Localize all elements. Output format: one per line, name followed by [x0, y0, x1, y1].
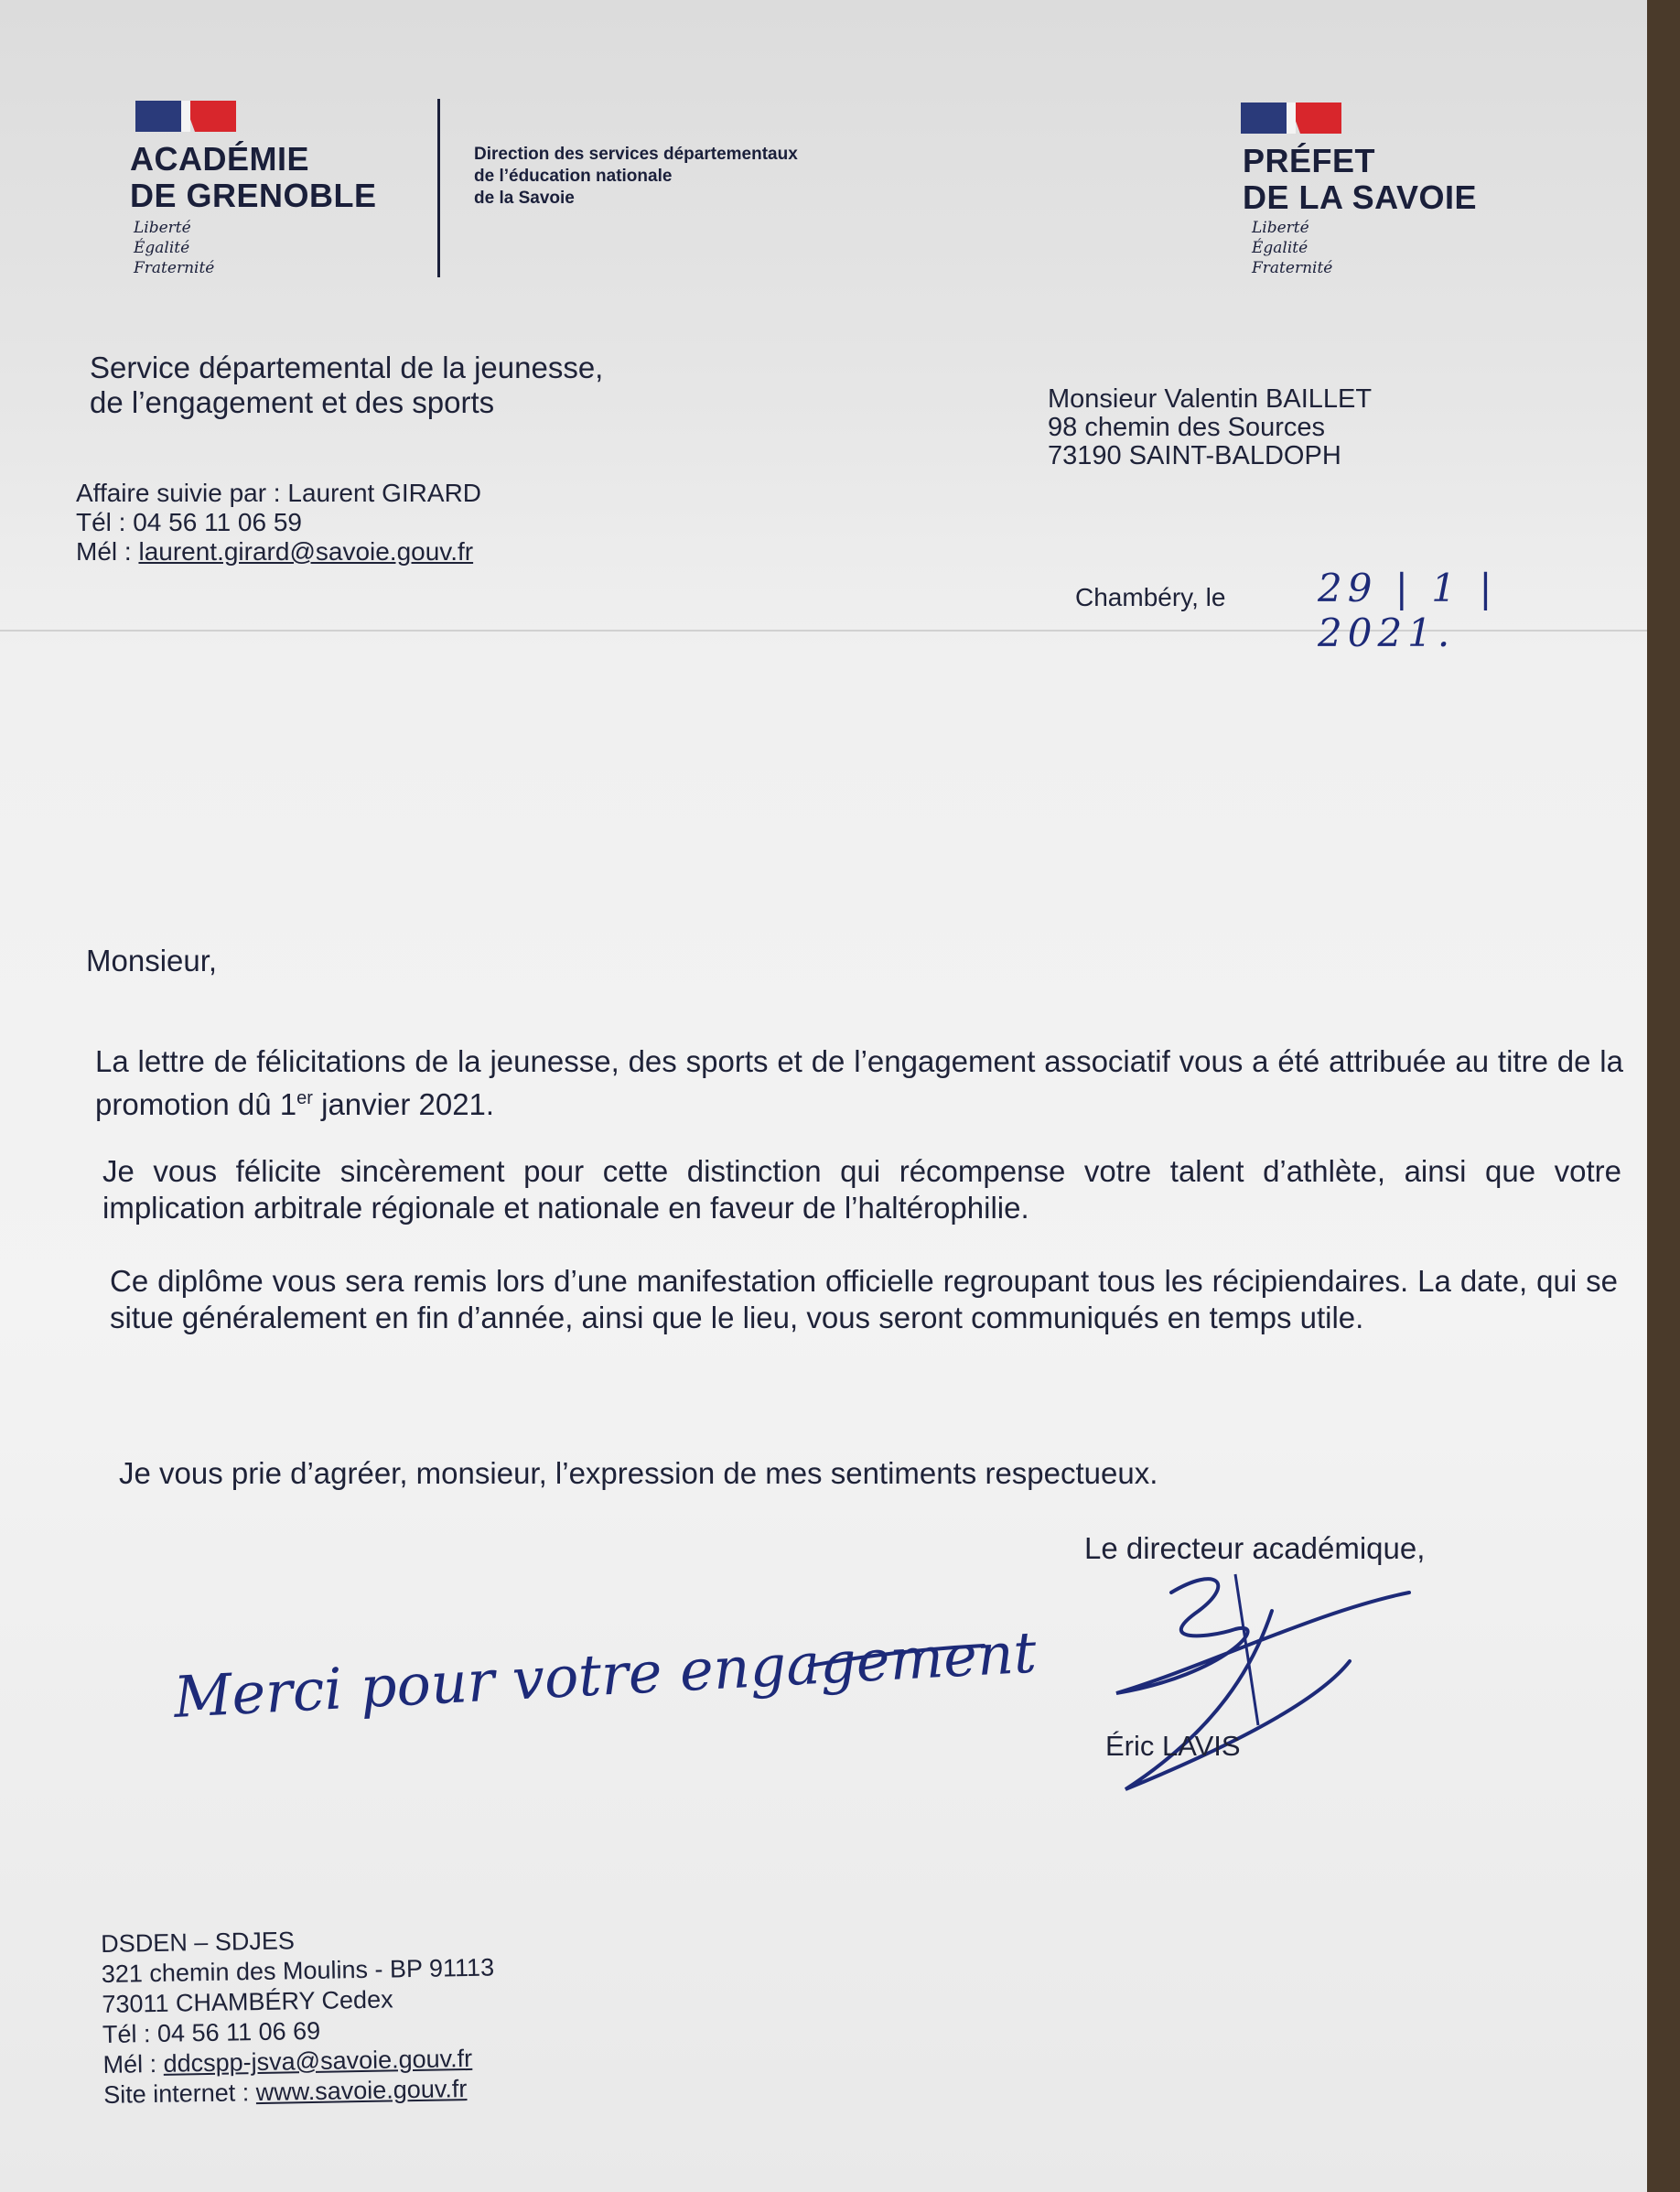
marianne-logo-right [1241, 103, 1341, 134]
closing-formula: Je vous prie d’agréer, monsieur, l’expression de mes sentiments respectueux. [119, 1456, 1158, 1490]
marianne-logo-left [135, 101, 236, 132]
motto-right: Liberté Égalité Fraternité [1252, 219, 1333, 277]
paragraph-2: Je vous félicite sincèrement pour cette distinction qui récompense votre talent d’athlète, ainsi que votre implication arbitrale régionale et nationale en faveur de l’haltérophilie. [102, 1154, 1621, 1225]
footer-address: DSDEN – SDJES 321 chemin des Moulins - BP 91113 73011 CHAMBÉRY Cedex Tél : 04 56 11 06 69 Mél : ddcspp-jsva@savoie.gouv.fr Site internet : www.savoie.gouv.fr [101, 1927, 495, 2109]
paragraph-1: La lettre de félicitations de la jeunesse, des sports et de l’engagement associatif vous a été attribuée au titre de la promotion dû 1er janvier 2021. [95, 1044, 1623, 1121]
academie-name: ACADÉMIE DE GRENOBLE [130, 140, 377, 214]
header-divider [437, 99, 440, 277]
date-label: Chambéry, le [1075, 583, 1226, 611]
salutation: Monsieur, [86, 944, 218, 977]
direction-text: Direction des services départementaux de l’éducation nationale de la Savoie [474, 145, 798, 208]
paragraph-3: Ce diplôme vous sera remis lors d’une manifestation officielle regroupant tous les récipiendaires. La date, qui se situe généralement en fin d’année, ainsi que le lieu, vous seront communiqués en temps utile. [110, 1264, 1618, 1334]
footer-website-link[interactable]: www.savoie.gouv.fr [255, 2075, 468, 2107]
signatory-title: Le directeur académique, [1084, 1531, 1426, 1565]
prefet-name: PRÉFET DE LA SAVOIE [1243, 142, 1478, 216]
service-name: Service départemental de la jeunesse, de l’engagement et des sports [90, 351, 604, 419]
handwritten-date: 29 | 1 | 2021. [1318, 566, 1498, 655]
recipient-address: Monsieur Valentin BAILLET 98 chemin des Sources 73190 SAINT-BALDOPH [1048, 384, 1373, 470]
handwritten-underline-stroke [805, 1638, 988, 1675]
motto-left: Liberté Égalité Fraternité [134, 219, 215, 277]
handwritten-note: Merci pour votre engagement [172, 1618, 1039, 1731]
contact-block: Affaire suivie par : Laurent GIRARD Tél : 04 56 11 06 59 Mél : laurent.girard@savoie.gouv.fr [76, 479, 482, 566]
contact-email-link[interactable]: laurent.girard@savoie.gouv.fr [138, 537, 474, 566]
footer-email-link[interactable]: ddcspp-jsva@savoie.gouv.fr [163, 2044, 473, 2078]
signatory-name: Éric LAVIS [1105, 1730, 1241, 1762]
